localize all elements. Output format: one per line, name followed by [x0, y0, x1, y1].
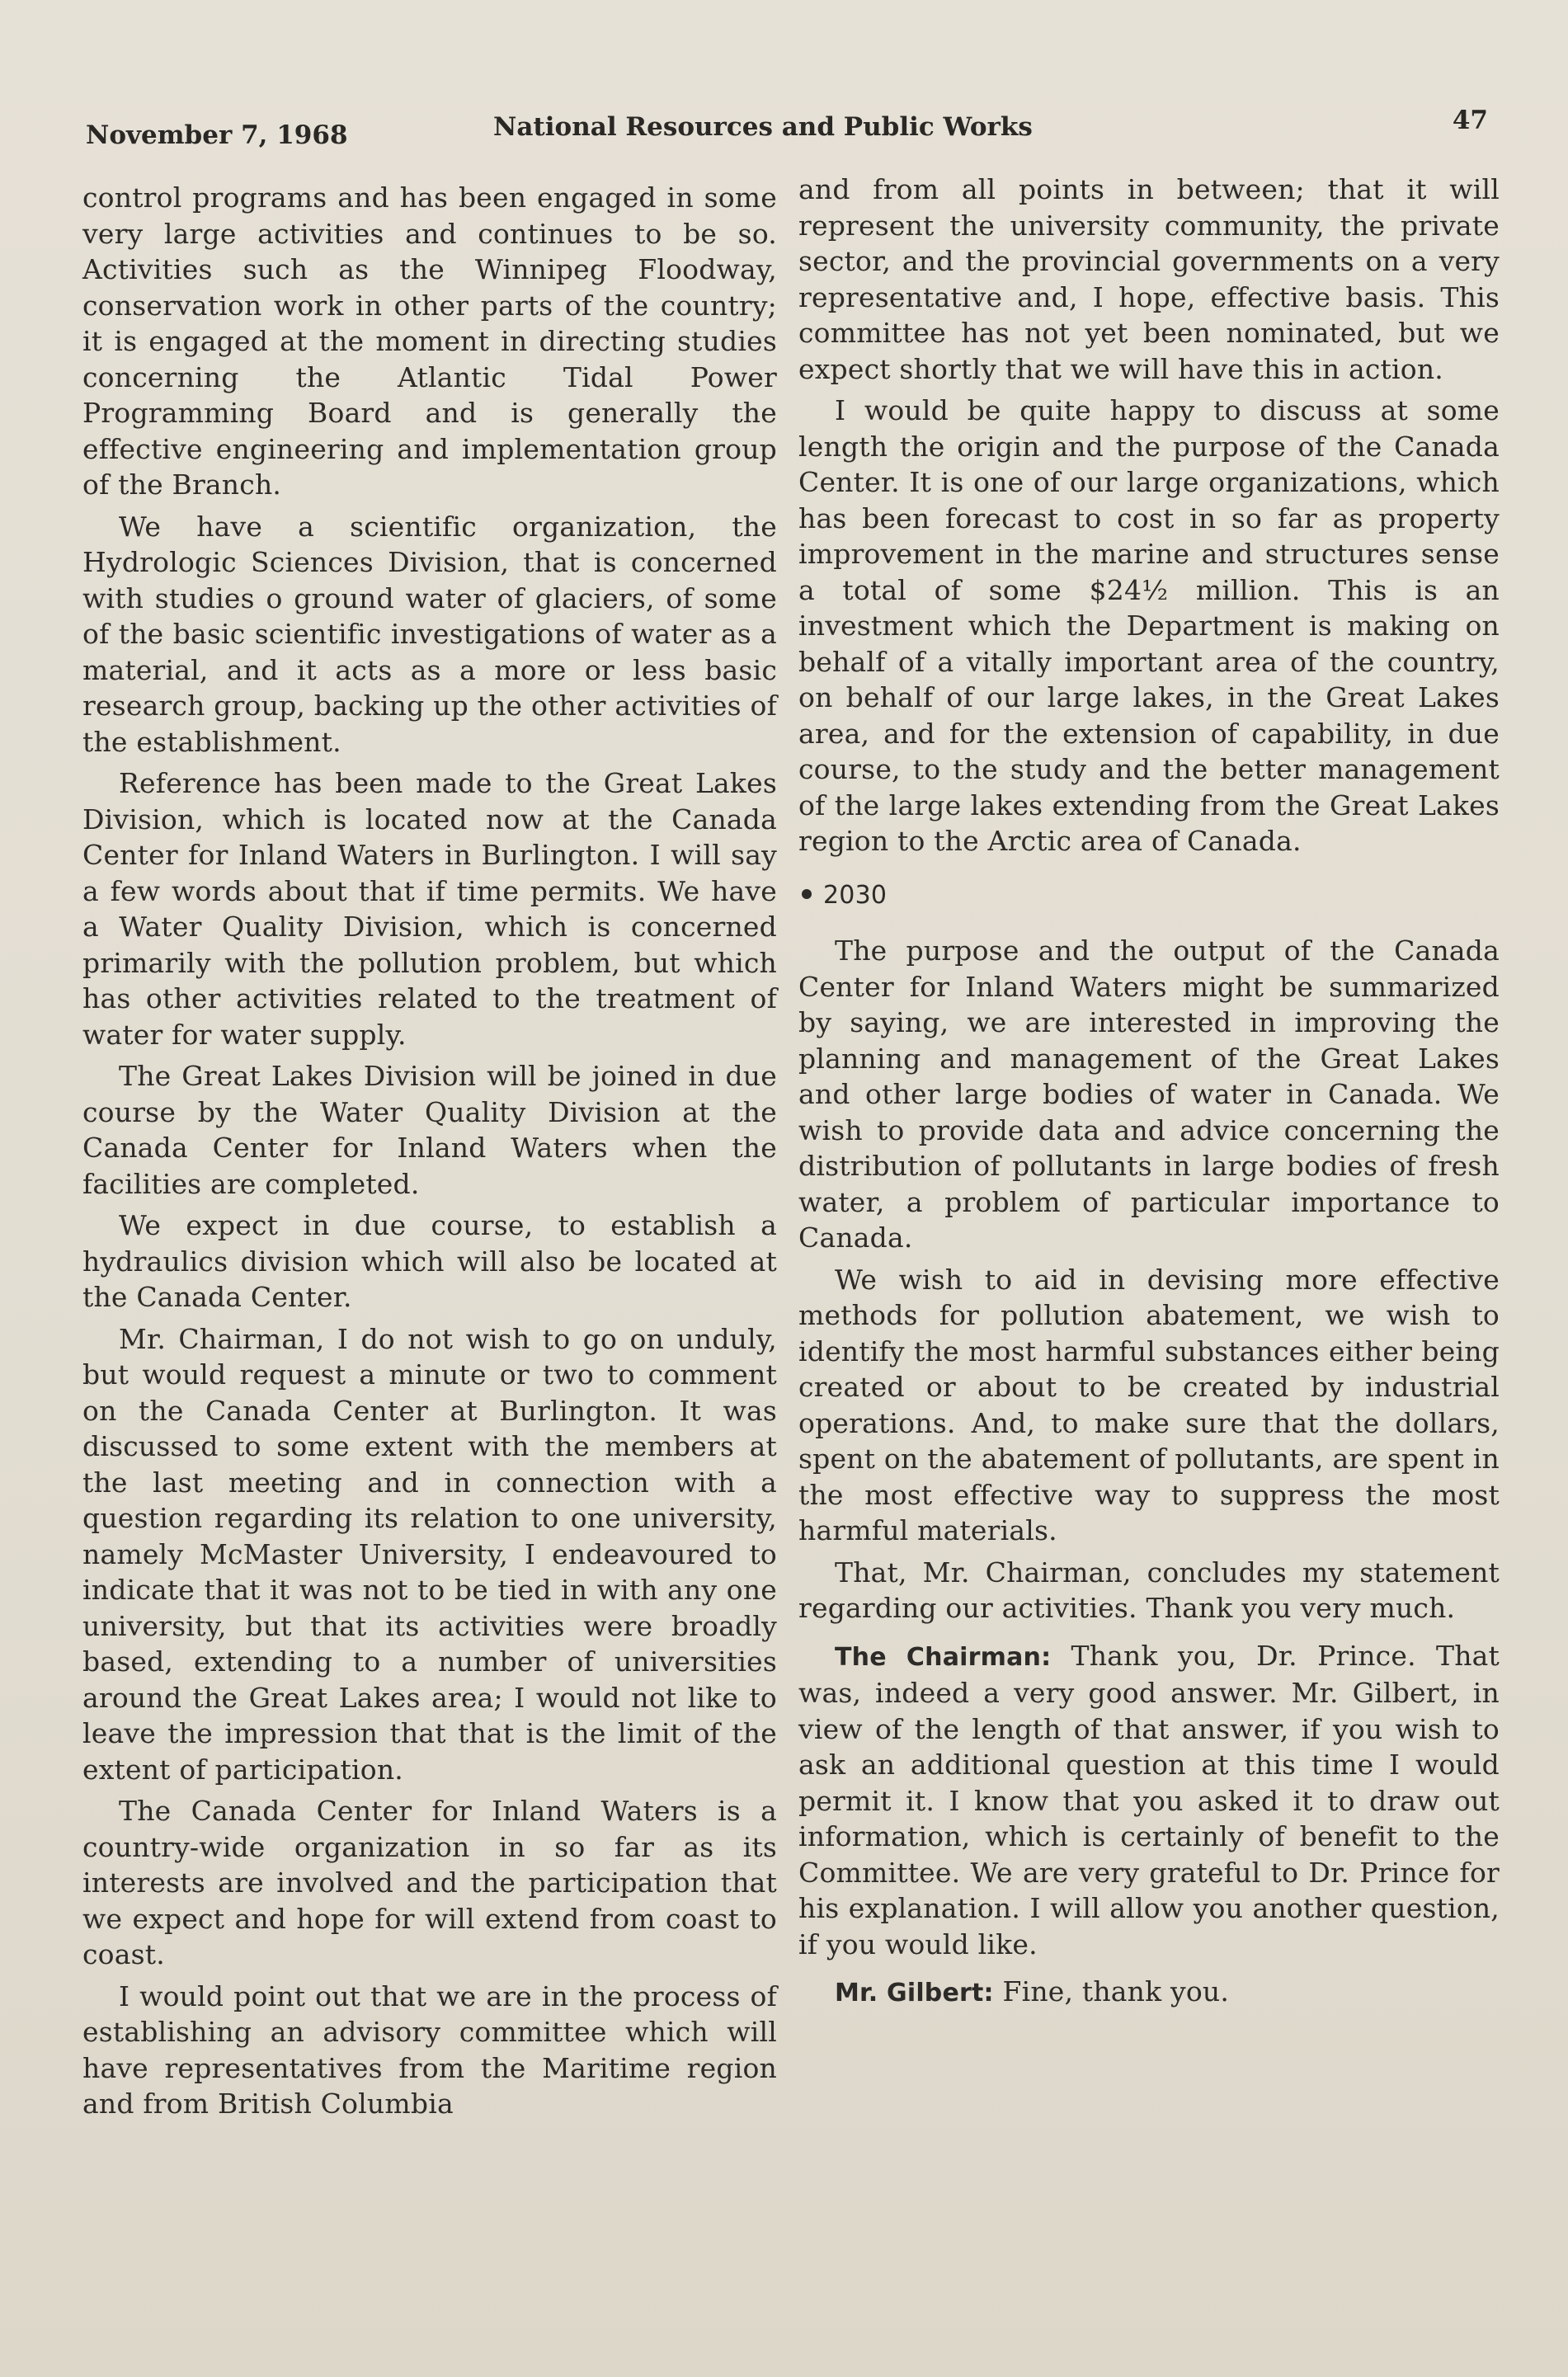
paragraph: control programs and has been engaged in some very large activities and continues to be so. Activities such as the Winnipeg Floodway, conservation work in other parts of the country; it is engaged at the moment in directing studies concerning the Atlantic Tidal Power Programming Board and is generally the effective engineering and implementation group of the Branch. [82, 181, 777, 501]
page-number: 47 [1452, 106, 1488, 135]
paragraph: I would point out that we are in the process of establishing an advisory committee which will have representatives from the Maritime region and from British Columbia [82, 1979, 777, 2120]
bullet-icon [802, 889, 812, 899]
paragraph: The Great Lakes Division will be joined in due course by the Water Quality Division at the Canada Center for Inland Waters when the facilities are completed. [82, 1060, 777, 1200]
right-column [798, 172, 1500, 2017]
speaker-paragraph [798, 1974, 1500, 2012]
page-header [86, 106, 1488, 150]
speaker-text: Fine, thank you. [1002, 1975, 1230, 2008]
paragraph: We wish to aid in devising more effective methods for pollution abatement, we wish to identify the most harmful substances either being created or about to be created by industrial operations. And, to make sure that the dollars, spent on the abatement of pollutants, are spent in the most effective way to suppress the most harmful materials. [798, 1263, 1500, 1546]
speaker-name: Mr. Gilbert: [835, 1979, 994, 2008]
paragraph: and from all points in between; that it will represent the university community, the private sector, and the provincial governments on a very representative and, I hope, effective basis. This committee has not yet been nominated, but we expect shortly that we will have this in action. [798, 173, 1500, 385]
paragraph: Reference has been made to the Great Lakes Division, which is located now at the Canada Center for Inland Waters in Burlington. I will say a few words about that if time permits. We have a Water Quality Division, which is concerned primarily with the pollution problem, but which has other activities related to the treatment of water for water supply. [82, 767, 777, 1051]
paragraph: I would be quite happy to discuss at some length the origin and the purpose of the Canada Center. It is one of our large organizations, which has been forecast to cost in so far as property improvement in the marine and structures sense a total of some $24½ million. This is an investment which the Department is making on behalf of a vitally important area of the country, on behalf of our large lakes, in the Great Lakes area, and for the extension of capability, in due course, to the study and the better management of the large lakes extending from the Great Lakes region to the Arctic area of Canada. [798, 394, 1500, 857]
speaker-paragraph [798, 1638, 1500, 1963]
paragraph: That, Mr. Chairman, concludes my statement regarding our activities. Thank you very much. [798, 1556, 1500, 1624]
paragraph: The purpose and the output of the Canada Center for Inland Waters might be summarized by saying, we are interested in improving the planning and management of the Great Lakes and other large bodies of water in Canada. We wish to provide data and advice concerning the distribution of pollutants in large bodies of fresh water, a problem of particular importance to Canada. [798, 934, 1500, 1254]
paragraph: The Canada Center for Inland Waters is a country-wide organization in so far as its interests are involved and the participation that we expect and hope for will extend from coast to coast. [82, 1795, 777, 1970]
time-marker [798, 878, 1500, 914]
speaker-text: Thank you, Dr. Prince. That was, indeed a very good answer. Mr. Gilbert, in view of the length of that answer, if you wish to ask an additional question at this time I would permit it. I know that you asked it to draw out information, which is certainly of benefit to the Committee. We are very grateful to Dr. Prince for his explanation. I will allow you another question, if you would like. [798, 1639, 1500, 1960]
header-title: National Resources and Public Works [493, 112, 1033, 142]
time-marker-label: 2030 [823, 880, 888, 910]
header-date: November 7, 1968 [86, 120, 348, 150]
paragraph: We have a scientific organization, the Hydrologic Sciences Division, that is concerned with studies o ground water of glaciers, of some of the basic scientific investigations of water as a material, and it acts as a more or less basic research group, backing up the other activities of the establishment. [82, 510, 777, 758]
speaker-name: The Chairman: [835, 1642, 1052, 1672]
left-column [82, 180, 777, 2128]
paragraph: We expect in due course, to establish a hydraulics division which will also be located at the Canada Center. [82, 1209, 777, 1313]
paragraph: Mr. Chairman, I do not wish to go on unduly, but would request a minute or two to comment on the Canada Center at Burlington. It was discussed to some extent with the members at the last meeting and in connection with a question regarding its relation to one university, namely McMaster University, I endeavoured to indicate that it was not to be tied in with any one university, but that its activities were broadly based, extending to a number of universities around the Great Lakes area; I would not like to leave the impression that that is the limit of the extent of participation. [82, 1322, 777, 1786]
